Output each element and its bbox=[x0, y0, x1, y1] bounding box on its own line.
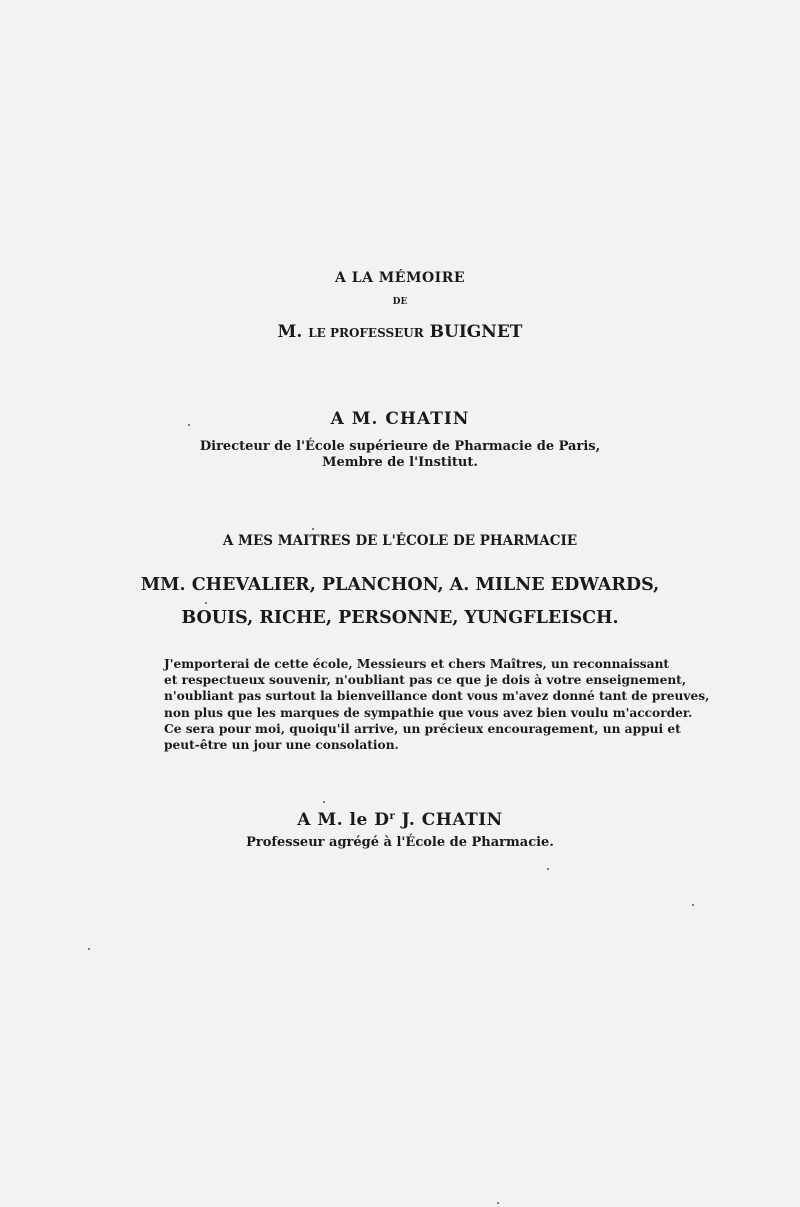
jchatin-heading-suffix: J. CHATIN bbox=[395, 810, 503, 830]
memoire-de: DE bbox=[392, 297, 408, 307]
chatin-heading: A M. CHATIN bbox=[330, 409, 470, 429]
print-speck bbox=[323, 801, 325, 803]
chatin-title-line2: Membre de l'Institut. bbox=[322, 455, 478, 470]
maitres-paragraph bbox=[164, 656, 710, 753]
maitres-names-line2: BOUIS, RICHE, PERSONNE, YUNGFLEISCH. bbox=[181, 608, 619, 628]
print-speck bbox=[205, 602, 207, 604]
memoire-name-prefix: M. bbox=[277, 322, 309, 342]
paragraph-line: Ce sera pour moi, quoiqu'il arrive, un précieux encouragement, un appui et bbox=[164, 721, 681, 736]
print-speck bbox=[497, 1202, 499, 1204]
memoire-name bbox=[0, 322, 800, 342]
memoire-name-title: LE PROFESSEUR bbox=[308, 326, 424, 340]
paragraph-line: J'emporterai de cette école, Messieurs et chers Maîtres, un reconnaissant bbox=[164, 657, 670, 671]
print-speck bbox=[88, 948, 90, 950]
memoire-title: A LA MÉMOIRE bbox=[334, 270, 466, 286]
jchatin-heading-prefix: A M. le D bbox=[297, 810, 390, 830]
print-speck bbox=[188, 424, 190, 426]
maitres-names-line1: MM. CHEVALIER, PLANCHON, A. MILNE EDWARDS, bbox=[140, 575, 660, 595]
paragraph-line: n'oubliant pas surtout la bienveillance dont vous m'avez donné tant de preuves, bbox=[164, 689, 710, 704]
jchatin-title-line1: Professeur agrégé à l'École de Pharmacie. bbox=[246, 835, 554, 850]
paragraph-line: et respectueux souvenir, n'oubliant pas ce que je dois à votre enseignement, bbox=[164, 673, 687, 688]
jchatin-heading-sup: r bbox=[389, 811, 396, 822]
memoire-name-surname: BUIGNET bbox=[423, 322, 523, 342]
print-speck bbox=[547, 868, 549, 870]
paragraph-line: peut-être un jour une consolation. bbox=[164, 738, 399, 753]
chatin-title-line1: Directeur de l'École supérieure de Pharmacie de Paris, bbox=[199, 439, 601, 454]
jchatin-heading bbox=[0, 810, 800, 830]
paragraph-line: non plus que les marques de sympathie que vous avez bien voulu m'accorder. bbox=[164, 705, 693, 720]
print-speck bbox=[692, 904, 694, 906]
maitres-heading: A MES MAITRES DE L'ÉCOLE DE PHARMACIE bbox=[222, 533, 578, 549]
print-speck bbox=[312, 528, 314, 530]
